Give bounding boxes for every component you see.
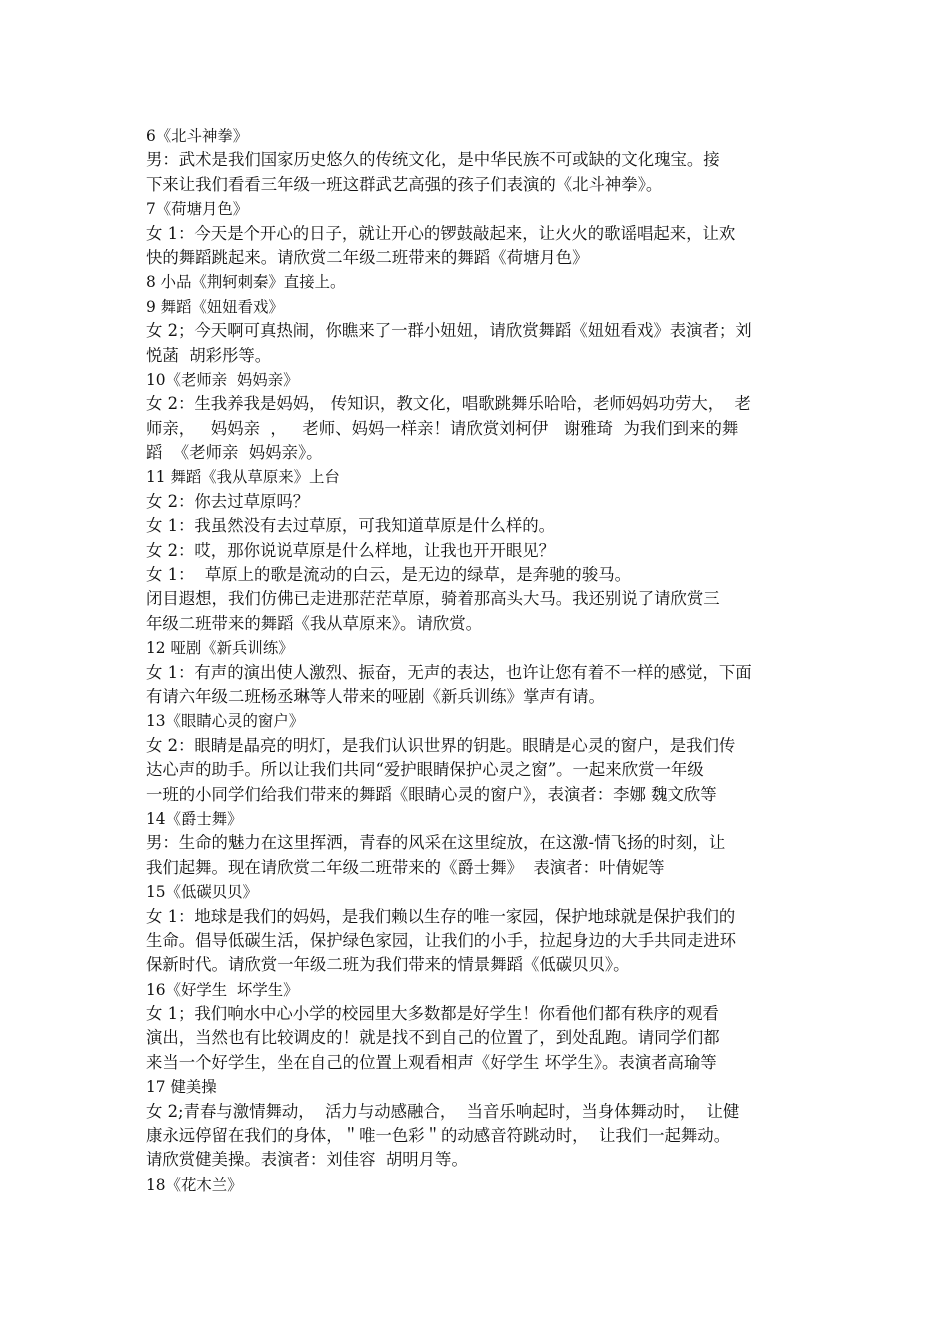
script-line: 年级二班带来的舞蹈《我从草原来》。请欣赏。 (146, 613, 483, 633)
section-heading: 12 哑剧《新兵训练》 (146, 639, 294, 658)
section-heading: 10《老师亲 妈妈亲》 (146, 370, 299, 389)
program-section (146, 978, 810, 1076)
script-line: 女 1：有声的演出使人激烈、振奋，无声的表达，也许让您有着不一样的感觉，下面 (146, 662, 752, 682)
script-line: 女 2；今天啊可真热闹，你瞧来了一群小妞妞，请欣赏舞蹈《妞妞看戏》表演者；刘 (146, 321, 752, 341)
script-line: 女 1：我虽然没有去过草原，可我知道草原是什么样的。 (146, 516, 556, 536)
program-section (146, 709, 810, 807)
script-line: 生命。倡导低碳生活，保护绿色家园，让我们的小手，拉起身边的大手共同走进环 (146, 930, 737, 950)
program-section (146, 270, 810, 294)
program-section (146, 880, 810, 978)
script-line: 闭目遐想，我们仿佛已走进那茫茫草原，骑着那高头大马。我还别说了请欣赏三 (146, 589, 720, 609)
script-line: 女 2：哎，那你说说草原是什么样地，让我也开开眼见？ (146, 540, 556, 560)
script-line: 蹈 《老师亲 妈妈亲》。 (146, 443, 323, 463)
script-line: 保新时代。请欣赏一年级二班为我们带来的情景舞蹈《低碳贝贝》。 (146, 955, 630, 975)
script-line: 女 2：生我养我是妈妈， 传知识，教文化，唱歌跳舞乐哈哈，老师妈妈功劳大， 老 (146, 394, 751, 414)
script-line: 下来让我们看看三年级一班这群武艺高强的孩子们表演的《北斗神拳》。 (146, 174, 663, 194)
section-heading: 8 小品《荆轲刺秦》直接上。 (146, 273, 346, 292)
script-line: 女 1： 草原上的歌是流动的白云，是无边的绿草，是奔驰的骏马。 (146, 565, 631, 585)
script-line: 康永远停留在我们的身体，＂唯一色彩＂的动感音符跳动时， 让我们一起舞动。 (146, 1126, 731, 1146)
script-line: 师亲， 妈妈亲 ， 老师、妈妈一样亲！请欣赏刘柯伊 谢雅琦 为我们到来的舞 (146, 418, 739, 438)
program-section (146, 636, 810, 709)
script-line: 一班的小同学们给我们带来的舞蹈《眼睛心灵的窗户》，表演者：李娜 魏文欣等 (146, 784, 717, 804)
script-line: 演出，当然也有比较调皮的！就是找不到自己的位置了，到处乱跑。请同学们都 (146, 1028, 720, 1048)
section-heading: 11 舞蹈《我从草原来》上台 (146, 468, 340, 487)
script-line: 女 1：今天是个开心的日子，就让开心的锣鼓敲起来，让火火的歌谣唱起来，让欢 (146, 223, 736, 243)
program-section (146, 1075, 810, 1173)
program-section (146, 295, 810, 368)
script-line: 女 1：地球是我们的妈妈，是我们赖以生存的唯一家园，保护地球就是保护我们的 (146, 906, 736, 926)
script-line: 女 1；我们响水中心小学的校园里大多数都是好学生！你看他们都有秩序的观看 (146, 1004, 719, 1024)
script-line: 男：武术是我们国家历史悠久的传统文化，是中华民族不可或缺的文化瑰宝。接 (146, 150, 720, 170)
program-section (146, 465, 810, 636)
section-heading: 6《北斗神拳》 (146, 127, 249, 145)
section-heading: 18《花木兰》 (146, 1175, 243, 1194)
script-line: 有请六年级二班杨丞琳等人带来的哑剧《新兵训练》掌声有请。 (146, 686, 605, 706)
section-heading: 7《荷塘月色》 (146, 200, 249, 219)
script-line: 男：生命的魅力在这里挥洒，青春的风采在这里绽放，在这激-情飞扬的时刻，让 (146, 833, 726, 853)
section-heading: 15《低碳贝贝》 (146, 883, 258, 902)
script-line: 快的舞蹈跳起来。请欣赏二年级二班带来的舞蹈《荷塘月色》 (146, 247, 589, 267)
program-section (146, 1173, 810, 1197)
script-line: 女 2;青春与激情舞动， 活力与动感融合， 当音乐响起时，当身体舞动时， 让健 (146, 1101, 740, 1121)
program-section (146, 807, 810, 880)
section-heading: 17 健美操 (146, 1078, 217, 1097)
program-section (146, 197, 810, 270)
section-heading: 16《好学生 坏学生》 (146, 980, 299, 999)
section-heading: 9 舞蹈《妞妞看戏》 (146, 297, 284, 316)
script-line: 来当一个好学生，坐在自己的位置上观看相声《好学生 坏学生》。表演者高瑜等 (146, 1052, 717, 1072)
script-line: 达心声的助手。所以让我们共同“爱护眼睛保护心灵之窗”。一起来欣赏一年级 (146, 760, 704, 780)
script-line: 我们起舞。现在请欣赏二年级二班带来的《爵士舞》 表演者：叶倩妮等 (146, 857, 665, 877)
document-page (146, 124, 810, 1197)
script-line: 悦菡 胡彩彤等。 (146, 345, 272, 365)
section-heading: 13《眼睛心灵的窗户》 (146, 712, 305, 731)
script-line: 女 2：你去过草原吗？ (146, 491, 310, 511)
program-section (146, 124, 810, 197)
script-line: 女 2：眼睛是晶亮的明灯，是我们认识世界的钥匙。眼睛是心灵的窗户，是我们传 (146, 735, 736, 755)
section-heading: 14《爵士舞》 (146, 809, 243, 828)
script-line: 请欣赏健美操。表演者：刘佳容 胡明月等。 (146, 1150, 468, 1170)
program-section (146, 368, 810, 466)
